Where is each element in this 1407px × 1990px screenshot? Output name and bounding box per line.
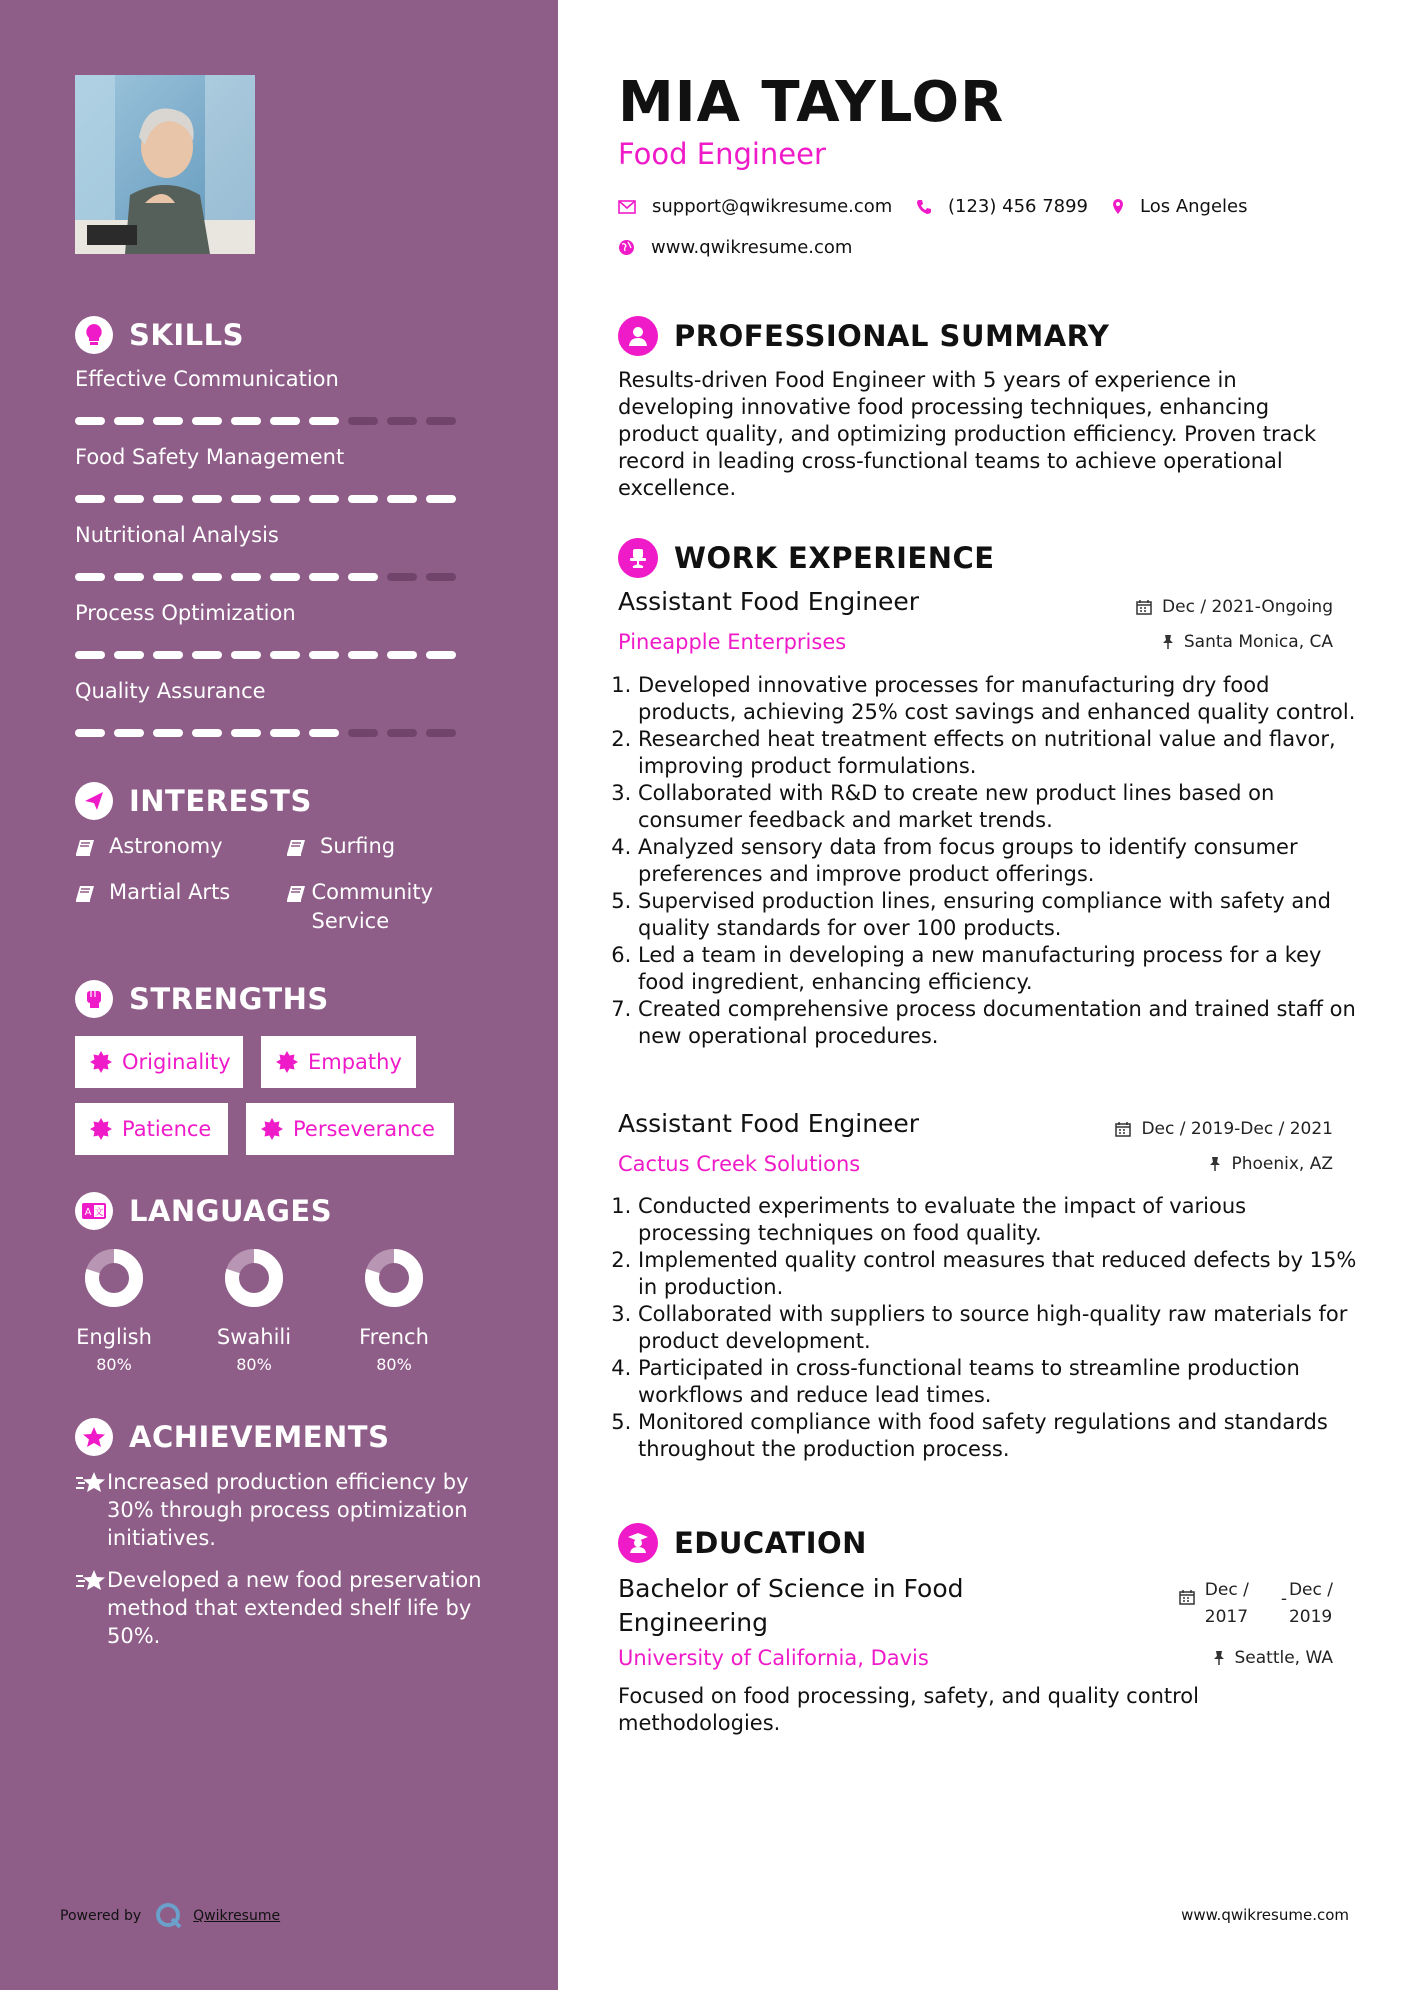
- skill-dash: [75, 495, 105, 503]
- main-content: [558, 0, 1407, 1990]
- strengths-header: [75, 980, 329, 1018]
- shooting-star-icon: [75, 1566, 107, 1650]
- skill-dash: [114, 729, 144, 737]
- skill-dash: [426, 573, 456, 581]
- skill-level-bar: [75, 729, 456, 737]
- skill-level-bar: [75, 573, 456, 581]
- skill-dash: [153, 495, 183, 503]
- candidate-role: Food Engineer: [618, 137, 826, 171]
- list-item: 2. Implemented quality control measures that reduced defects by 15% in production.: [638, 1247, 1358, 1301]
- book-icon: [75, 878, 109, 911]
- paper-plane-icon: [75, 782, 113, 820]
- svg-text:文: 文: [94, 1208, 104, 1218]
- book-icon: [286, 832, 320, 865]
- strength-badge: Originality: [75, 1036, 243, 1088]
- list-item: 7. Created comprehensive process documentation and trained staff on new operational procedures.: [638, 996, 1358, 1050]
- job-dates: Dec / 2021-Ongoing: [1136, 597, 1333, 617]
- badge-star-icon: [89, 1050, 113, 1074]
- skill-dash: [192, 573, 222, 581]
- badge-star-icon: [89, 1117, 113, 1141]
- calendar-icon: [1179, 1589, 1195, 1605]
- skill-level-bar: [75, 651, 456, 659]
- svg-text:A: A: [84, 1207, 92, 1218]
- interest-item: Astronomy: [75, 832, 223, 865]
- skill-dash: [114, 495, 144, 503]
- skill-dash: [270, 729, 300, 737]
- skill-dash: [114, 573, 144, 581]
- skill-dash: [309, 651, 339, 659]
- job-company: Cactus Creek Solutions: [618, 1152, 861, 1176]
- skill-dash: [270, 651, 300, 659]
- skill-dash: [270, 495, 300, 503]
- education-location: Seattle, WA: [1213, 1648, 1334, 1668]
- skill-dash: [348, 417, 378, 425]
- job-responsibilities: [618, 1193, 1358, 1463]
- qwikresume-logo-icon: [155, 1902, 183, 1930]
- strengths-title: STRENGTHS: [129, 982, 329, 1016]
- language-item: [334, 1247, 454, 1374]
- achievement-item: Increased production efficiency by 30% through process optimization initiatives.: [75, 1468, 495, 1552]
- skill-dash: [114, 651, 144, 659]
- star-icon: [75, 1418, 113, 1456]
- contact-location: Los Angeles: [1112, 196, 1248, 217]
- skill-dash: [231, 417, 261, 425]
- skill-dash: [75, 573, 105, 581]
- book-icon: [75, 832, 109, 865]
- book-icon: [286, 878, 312, 911]
- pushpin-icon: [1213, 1650, 1225, 1666]
- language-percent: 80%: [96, 1355, 132, 1374]
- shooting-star-icon: [75, 1468, 107, 1552]
- job-location: Phoenix, AZ: [1209, 1154, 1333, 1174]
- interest-item: Surfing: [286, 832, 395, 865]
- envelope-icon: [618, 200, 636, 214]
- office-chair-icon: [618, 538, 658, 578]
- skill-dash: [426, 729, 456, 737]
- skill-dash: [153, 651, 183, 659]
- list-item: 2. Researched heat treatment effects on nutritional value and flavor, improving product formulations.: [638, 726, 1358, 780]
- skill-dash: [192, 651, 222, 659]
- job-dates: Dec / 2019-Dec / 2021: [1115, 1119, 1333, 1139]
- skill-level-bar: [75, 495, 456, 503]
- pushpin-icon: [1162, 634, 1174, 650]
- languages-header: [75, 1192, 332, 1230]
- strength-badge: Patience: [75, 1103, 228, 1155]
- map-pin-icon: [1112, 198, 1124, 215]
- experience-header: [618, 538, 995, 578]
- skill-dash: [270, 417, 300, 425]
- list-item: 1. Developed innovative processes for manufacturing dry food products, achieving 25% cost savings and enhanced quality control.: [638, 672, 1358, 726]
- skill-name: Process Optimization: [75, 601, 296, 625]
- skill-name: Nutritional Analysis: [75, 523, 279, 547]
- skill-dash: [114, 417, 144, 425]
- contact-phone[interactable]: (123) 456 7899: [916, 196, 1088, 217]
- candidate-name: MIA TAYLOR: [618, 70, 1005, 135]
- badge-star-icon: [275, 1050, 299, 1074]
- contact-email[interactable]: support@qwikresume.com: [618, 196, 892, 217]
- job-location: Santa Monica, CA: [1162, 632, 1333, 652]
- skill-dash: [387, 651, 417, 659]
- pushpin-icon: [1209, 1156, 1221, 1172]
- list-item: 6. Led a team in developing a new manufacturing process for a key food ingredient, enhancing efficiency.: [638, 942, 1358, 996]
- job-company: Pineapple Enterprises: [618, 630, 847, 654]
- strength-badge: Perseverance: [246, 1103, 454, 1155]
- language-ring: [363, 1247, 425, 1309]
- skill-dash: [309, 495, 339, 503]
- list-item: 4. Analyzed sensory data from focus groups to identify consumer preferences and improve product offerings.: [638, 834, 1358, 888]
- list-item: 3. Collaborated with suppliers to source high-quality raw materials for product development.: [638, 1301, 1358, 1355]
- education-title: EDUCATION: [674, 1526, 867, 1560]
- skill-dash: [75, 729, 105, 737]
- skill-dash: [348, 495, 378, 503]
- skill-dash: [153, 729, 183, 737]
- skills-title: SKILLS: [129, 318, 244, 352]
- language-name: French: [359, 1325, 429, 1349]
- achievements-title: ACHIEVEMENTS: [129, 1420, 390, 1454]
- strength-badge: Empathy: [261, 1036, 416, 1088]
- skill-dash: [153, 417, 183, 425]
- skill-dash: [348, 729, 378, 737]
- language-percent: 80%: [376, 1355, 412, 1374]
- fist-icon: [75, 980, 113, 1018]
- skill-dash: [192, 495, 222, 503]
- list-item: 5. Supervised production lines, ensuring compliance with safety and quality standards for over 100 products.: [638, 888, 1358, 942]
- contact-website[interactable]: www.qwikresume.com: [618, 237, 852, 258]
- skill-dash: [309, 573, 339, 581]
- skill-dash: [348, 573, 378, 581]
- skill-dash: [387, 495, 417, 503]
- skill-dash: [387, 729, 417, 737]
- skill-dash: [309, 729, 339, 737]
- skill-dash: [75, 417, 105, 425]
- achievement-item: Developed a new food preservation method that extended shelf life by 50%.: [75, 1566, 495, 1650]
- skill-dash: [387, 573, 417, 581]
- phone-icon: [916, 199, 932, 215]
- language-item: [194, 1247, 314, 1374]
- skills-header: [75, 316, 244, 354]
- skill-dash: [270, 573, 300, 581]
- skill-dash: [231, 495, 261, 503]
- language-name: Swahili: [216, 1325, 292, 1349]
- education-description: Focused on food processing, safety, and quality control methodologies.: [618, 1684, 1199, 1735]
- graduate-icon: [618, 1523, 658, 1563]
- languages-title: LANGUAGES: [129, 1194, 333, 1228]
- school-name: University of California, Davis: [618, 1646, 929, 1670]
- job-title: Assistant Food Engineer: [618, 587, 920, 616]
- degree-title: Bachelor of Science in Food Engineering: [618, 1574, 964, 1637]
- summary-title: PROFESSIONAL SUMMARY: [674, 319, 1110, 353]
- skill-level-bar: [75, 417, 456, 425]
- interest-item: Community Service: [286, 878, 466, 936]
- skill-name: Food Safety Management: [75, 445, 345, 469]
- translate-icon: [75, 1192, 113, 1230]
- calendar-icon: [1115, 1121, 1131, 1137]
- profile-photo: [75, 75, 255, 254]
- skill-name: Effective Communication: [75, 367, 339, 391]
- experience-title: WORK EXPERIENCE: [674, 541, 995, 575]
- sidebar: [0, 0, 558, 1990]
- language-percent: 80%: [236, 1355, 272, 1374]
- language-name: English: [76, 1325, 152, 1349]
- skill-dash: [192, 417, 222, 425]
- lightbulb-icon: [75, 316, 113, 354]
- education-dates: Dec / 2017 - Dec / 2019: [1179, 1577, 1333, 1631]
- interest-item: Martial Arts: [75, 878, 230, 911]
- calendar-icon: [1136, 599, 1152, 615]
- skill-dash: [231, 729, 261, 737]
- badge-star-icon: [260, 1117, 284, 1141]
- qwikresume-link[interactable]: Qwikresume: [193, 1908, 281, 1924]
- skill-dash: [153, 573, 183, 581]
- skill-dash: [231, 651, 261, 659]
- skill-dash: [231, 573, 261, 581]
- skill-dash: [192, 729, 222, 737]
- list-item: 5. Monitored compliance with food safety regulations and standards throughout the production process.: [638, 1409, 1358, 1463]
- skill-dash: [75, 651, 105, 659]
- user-icon: [618, 316, 658, 356]
- skill-dash: [348, 651, 378, 659]
- language-ring: [83, 1247, 145, 1309]
- skill-dash: [426, 417, 456, 425]
- summary-text: Results-driven Food Engineer with 5 years of experience in developing innovative food processing techniques, enhancing product quality, and optimizing production efficiency. Proven track record in leading cross-functional teams to achieve operational excellence.: [618, 368, 1317, 500]
- list-item: 4. Participated in cross-functional teams to streamline production workflows and reduce lead times.: [638, 1355, 1358, 1409]
- summary-header: [618, 316, 1109, 356]
- powered-by: Powered by Qwikresume: [60, 1902, 280, 1930]
- list-item: 3. Collaborated with R&D to create new product lines based on consumer feedback and market trends.: [638, 780, 1358, 834]
- achievements-header: [75, 1418, 389, 1456]
- skill-name: Quality Assurance: [75, 679, 266, 703]
- language-item: [54, 1247, 174, 1374]
- interests-header: [75, 782, 312, 820]
- skill-dash: [426, 651, 456, 659]
- list-item: 1. Conducted experiments to evaluate the impact of various processing techniques on food quality.: [638, 1193, 1358, 1247]
- skill-dash: [387, 417, 417, 425]
- skill-dash: [426, 495, 456, 503]
- education-header: [618, 1523, 867, 1563]
- language-ring: [223, 1247, 285, 1309]
- job-responsibilities: [618, 672, 1358, 1050]
- footer-website[interactable]: www.qwikresume.com: [1181, 1906, 1349, 1924]
- globe-icon: [618, 239, 635, 256]
- skill-dash: [309, 417, 339, 425]
- job-title: Assistant Food Engineer: [618, 1109, 920, 1138]
- interests-title: INTERESTS: [129, 784, 312, 818]
